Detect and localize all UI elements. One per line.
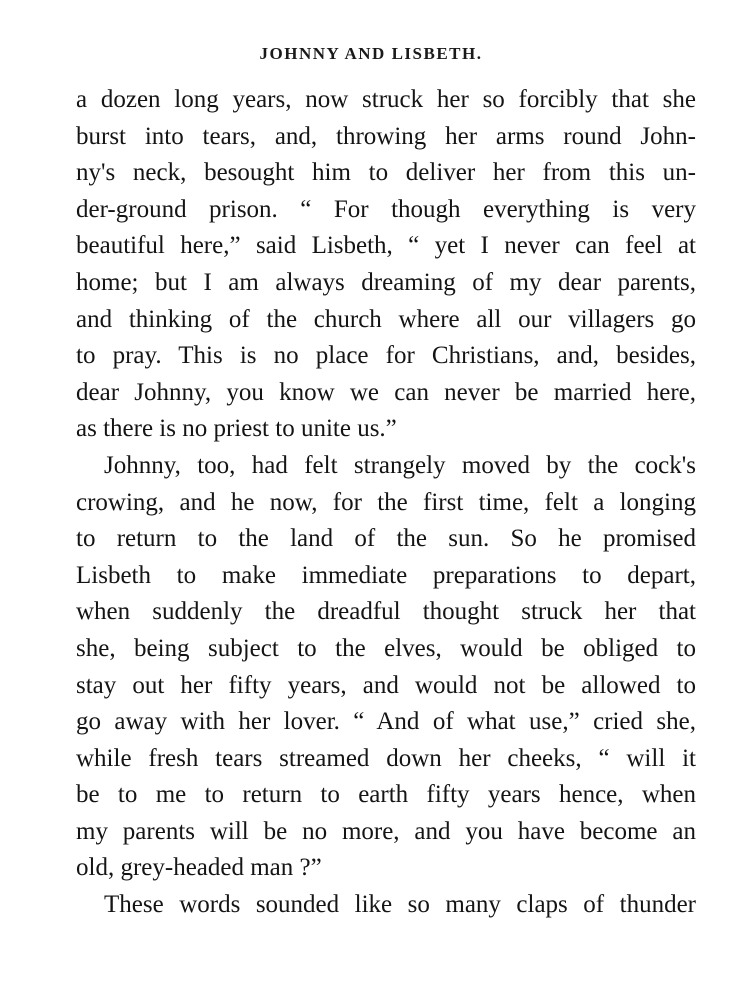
text-line: stay out her fifty years, and would not be allowed to [76, 671, 696, 699]
text-line: crowing, and he now, for the first time, felt a longing [76, 488, 696, 516]
paragraph-end-line: as there is no priest to unite us.” [76, 415, 397, 443]
running-head: JOHNNY AND LISBETH. [259, 44, 483, 63]
text-line: to pray. This is no place for Christians, and, besides, [76, 342, 696, 370]
text-line: ny's neck, besought him to deliver her from this un- [76, 159, 696, 187]
text-line: my parents will be no more, and you have become an [76, 817, 696, 845]
text-line: to return to the land of the sun. So he promised [76, 525, 696, 553]
text-line: when suddenly the dreadful thought struck her that [76, 598, 696, 626]
paragraph-start-line: These words sounded like so many claps of thunder [104, 891, 696, 919]
text-line: while fresh tears streamed down her cheeks, “ will it [76, 744, 696, 772]
text-line: der-ground prison. “ For though everything is very [76, 195, 696, 223]
text-line: home; but I am always dreaming of my dear parents, [76, 268, 696, 296]
text-line: Lisbeth to make immediate preparations to depart, [76, 561, 696, 589]
text-line: and thinking of the church where all our villagers go [76, 305, 696, 333]
paragraph-start-line: Johnny, too, had felt strangely moved by the cock's [104, 451, 696, 479]
text-line: she, being subject to the elves, would be obliged to [76, 634, 696, 662]
text-line: dear Johnny, you know we can never be married here, [76, 378, 696, 406]
text-line: go away with her lover. “ And of what use,” cried she, [76, 708, 696, 736]
text-line: burst into tears, and, throwing her arms round John- [76, 122, 696, 150]
text-line: a dozen long years, now struck her so forcibly that she [76, 86, 696, 113]
body-text [76, 82, 696, 924]
text-line: beautiful here,” said Lisbeth, “ yet I never can feel at [76, 232, 696, 260]
text-line: be to me to return to earth fifty years hence, when [76, 781, 696, 809]
paragraph-end-line: old, grey-headed man ?” [76, 854, 322, 882]
